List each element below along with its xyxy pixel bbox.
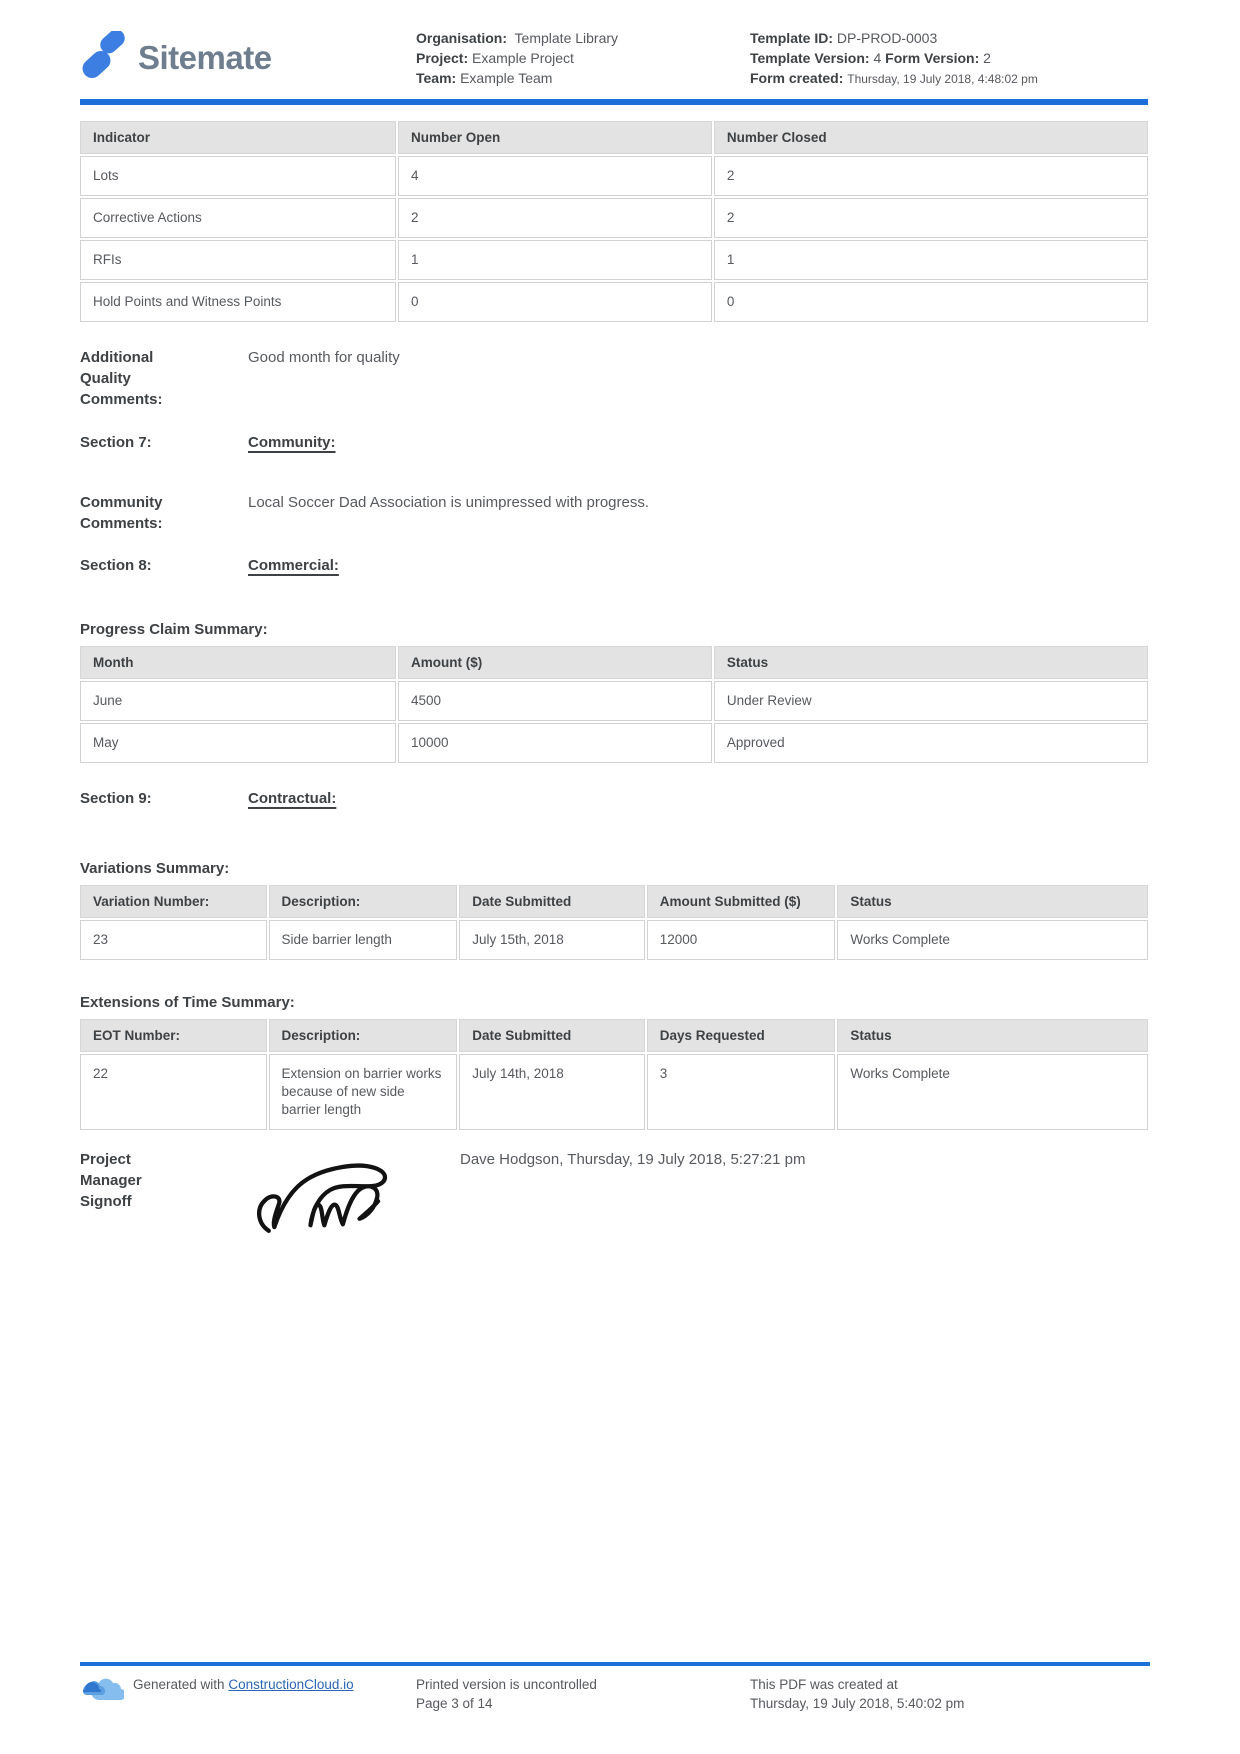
form-version-label: Form Version: bbox=[885, 50, 980, 66]
form-version-value: 2 bbox=[983, 50, 991, 66]
community-comments-value: Local Soccer Dad Association is unimpressed with progress. bbox=[248, 494, 650, 511]
table-cell: 2 bbox=[714, 156, 1148, 196]
table-cell: Extension on barrier works because of new side barrier length bbox=[269, 1054, 458, 1130]
table-cell: 0 bbox=[714, 282, 1148, 322]
column-header: Description: bbox=[269, 1019, 458, 1052]
table-header-row bbox=[80, 121, 1148, 154]
project-value: Example Project bbox=[472, 50, 574, 66]
progress-claim-heading: Progress Claim Summary: bbox=[80, 621, 268, 638]
header-accent-bar bbox=[80, 99, 1148, 105]
column-header: Status bbox=[837, 1019, 1148, 1052]
team-value: Example Team bbox=[460, 70, 553, 86]
table-cell: 1 bbox=[398, 240, 712, 280]
column-header: EOT Number: bbox=[80, 1019, 267, 1052]
table-row bbox=[80, 156, 1148, 196]
table-cell: 22 bbox=[80, 1054, 267, 1130]
page-header bbox=[80, 0, 1148, 89]
pdf-created-line1: This PDF was created at bbox=[750, 1677, 898, 1692]
column-header: Number Open bbox=[398, 121, 712, 154]
table-cell: 23 bbox=[80, 920, 267, 960]
column-header: Date Submitted bbox=[459, 1019, 645, 1052]
additional-quality-value: Good month for quality bbox=[248, 349, 400, 366]
footer-accent-bar bbox=[80, 1662, 1150, 1666]
signoff-row bbox=[80, 1149, 1148, 1246]
template-version-label: Template Version: bbox=[750, 50, 870, 66]
variations-table bbox=[78, 883, 1150, 962]
organisation-line bbox=[416, 28, 750, 48]
cloud-helmet-icon bbox=[80, 1675, 124, 1708]
table-row bbox=[80, 198, 1148, 238]
column-header: Date Submitted bbox=[459, 885, 645, 918]
template-id-value: DP-PROD-0003 bbox=[836, 30, 938, 46]
table-cell: Works Complete bbox=[837, 1054, 1148, 1130]
table-row bbox=[80, 240, 1148, 280]
table-cell: Corrective Actions bbox=[80, 198, 396, 238]
template-id-label: Template ID: bbox=[750, 30, 833, 46]
table-cell: Hold Points and Witness Points bbox=[80, 282, 396, 322]
table-cell: July 14th, 2018 bbox=[459, 1054, 645, 1130]
table-cell: Lots bbox=[80, 156, 396, 196]
table-cell: July 15th, 2018 bbox=[459, 920, 645, 960]
progress-claim-table bbox=[78, 644, 1150, 765]
section8-row bbox=[80, 555, 1148, 576]
table-cell: 3 bbox=[647, 1054, 836, 1130]
table-header-row bbox=[80, 1019, 1148, 1052]
additional-quality-field bbox=[80, 347, 1148, 410]
additional-quality-label: Additional Quality Comments: bbox=[80, 349, 163, 408]
eot-table bbox=[78, 1017, 1150, 1132]
table-row bbox=[80, 920, 1148, 960]
org-info bbox=[416, 26, 750, 89]
table-cell: Works Complete bbox=[837, 920, 1148, 960]
form-created-label: Form created: bbox=[750, 70, 844, 86]
generated-with-text bbox=[133, 1675, 354, 1694]
column-header: Description: bbox=[269, 885, 458, 918]
community-comments-label: Community Comments: bbox=[80, 494, 163, 532]
page-footer bbox=[80, 1662, 1150, 1713]
column-header: Days Requested bbox=[647, 1019, 836, 1052]
signoff-value: Dave Hodgson, Thursday, 19 July 2018, 5:27:21 pm bbox=[460, 1151, 806, 1168]
column-header: Variation Number: bbox=[80, 885, 267, 918]
section8-label: Section 8: bbox=[80, 557, 152, 574]
column-header: Status bbox=[837, 885, 1148, 918]
brand bbox=[80, 26, 416, 89]
column-header: Amount Submitted ($) bbox=[647, 885, 836, 918]
section7-label: Section 7: bbox=[80, 434, 152, 451]
organisation-value: Template Library bbox=[514, 30, 619, 46]
table-cell: May bbox=[80, 723, 396, 763]
table-cell: 0 bbox=[398, 282, 712, 322]
form-created-value: Thursday, 19 July 2018, 4:48:02 pm bbox=[847, 72, 1038, 86]
table-cell: 12000 bbox=[647, 920, 836, 960]
table-cell: RFIs bbox=[80, 240, 396, 280]
template-id-line bbox=[750, 28, 1148, 48]
footer-created-info bbox=[750, 1675, 1150, 1713]
table-cell: 4 bbox=[398, 156, 712, 196]
column-header: Status bbox=[714, 646, 1148, 679]
footer-print-info bbox=[416, 1675, 750, 1713]
table-cell: June bbox=[80, 681, 396, 721]
page-number: Page 3 of 14 bbox=[416, 1696, 493, 1711]
section8-title: Commercial: bbox=[248, 557, 339, 574]
signature-image bbox=[248, 1153, 460, 1246]
printed-version-text: Printed version is uncontrolled bbox=[416, 1677, 597, 1692]
generated-prefix: Generated with bbox=[133, 1677, 225, 1692]
table-cell: Under Review bbox=[714, 681, 1148, 721]
table-row bbox=[80, 282, 1148, 322]
table-header-row bbox=[80, 885, 1148, 918]
table-cell: 10000 bbox=[398, 723, 712, 763]
section7-row bbox=[80, 432, 1148, 453]
signoff-label: Project Manager Signoff bbox=[80, 1151, 142, 1210]
column-header: Number Closed bbox=[714, 121, 1148, 154]
indicators-table bbox=[78, 119, 1150, 324]
table-cell: 4500 bbox=[398, 681, 712, 721]
table-cell: Approved bbox=[714, 723, 1148, 763]
construction-cloud-link[interactable]: ConstructionCloud.io bbox=[228, 1677, 354, 1692]
table-cell: 2 bbox=[714, 198, 1148, 238]
template-version-value: 4 bbox=[873, 50, 882, 66]
section9-label: Section 9: bbox=[80, 790, 152, 807]
column-header: Indicator bbox=[80, 121, 396, 154]
table-cell: 1 bbox=[714, 240, 1148, 280]
team-line bbox=[416, 68, 750, 88]
sitemate-logo-icon bbox=[80, 31, 126, 84]
project-line bbox=[416, 48, 750, 68]
team-label: Team: bbox=[416, 70, 457, 86]
logo-wordmark: Sitemate bbox=[138, 38, 272, 76]
column-header: Amount ($) bbox=[398, 646, 712, 679]
variations-heading: Variations Summary: bbox=[80, 860, 230, 877]
table-row bbox=[80, 723, 1148, 763]
section7-title: Community: bbox=[248, 434, 336, 451]
column-header: Month bbox=[80, 646, 396, 679]
section9-title: Contractual: bbox=[248, 790, 337, 807]
organisation-label: Organisation: bbox=[416, 30, 508, 46]
section9-row bbox=[80, 788, 1148, 809]
form-created-line bbox=[750, 68, 1148, 89]
pdf-created-line2: Thursday, 19 July 2018, 5:40:02 pm bbox=[750, 1696, 965, 1711]
footer-generated bbox=[80, 1675, 416, 1713]
table-header-row bbox=[80, 646, 1148, 679]
eot-heading: Extensions of Time Summary: bbox=[80, 994, 295, 1011]
project-label: Project: bbox=[416, 50, 469, 66]
community-comments-field bbox=[80, 492, 1148, 534]
table-cell: 2 bbox=[398, 198, 712, 238]
template-version-line bbox=[750, 48, 1148, 68]
template-info bbox=[750, 26, 1148, 89]
table-row bbox=[80, 1054, 1148, 1130]
table-row bbox=[80, 681, 1148, 721]
table-cell: Side barrier length bbox=[269, 920, 458, 960]
